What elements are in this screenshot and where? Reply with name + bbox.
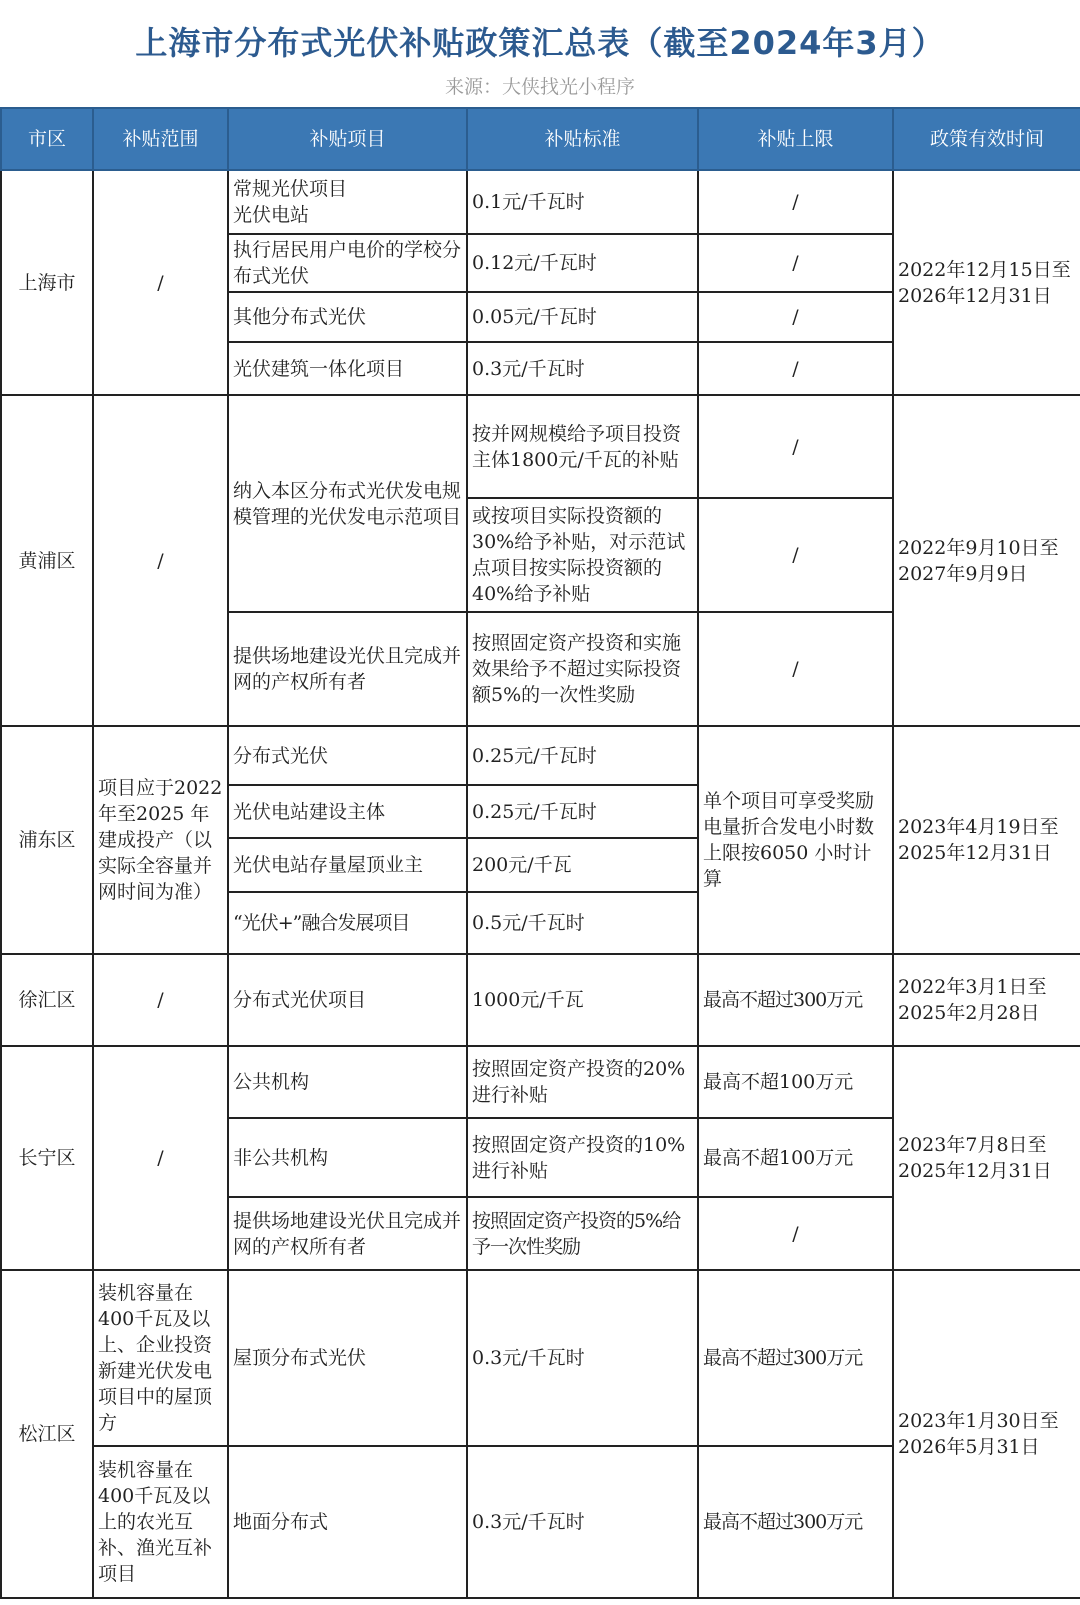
- header-standard: 补贴标准: [467, 108, 698, 170]
- period-cell: 2022年3月1日至2025年2月28日: [893, 954, 1080, 1046]
- item-cell: 提供场地建设光伏且完成并网的产权所有者: [228, 1197, 467, 1270]
- page-title: 上海市分布式光伏补贴政策汇总表（截至2024年3月）: [135, 24, 945, 62]
- district-cell: 松江区: [1, 1270, 93, 1598]
- item-cell: 执行居民用户电价的学校分布式光伏: [228, 234, 467, 292]
- standard-cell: 按并网规模给予项目投资主体1800元/千瓦的补贴: [467, 395, 698, 498]
- table-row: [1, 170, 1080, 234]
- table-row: [1, 1046, 1080, 1118]
- item-cell: 纳入本区分布式光伏发电规模管理的光伏发电示范项目: [228, 395, 467, 612]
- limit-cell: 单个项目可享受奖励电量折合发电小时数上限按6050 小时计算: [698, 726, 893, 954]
- limit-cell: /: [698, 395, 893, 498]
- limit-cell: /: [698, 1197, 893, 1270]
- period-cell: 2022年9月10日至2027年9月9日: [893, 395, 1080, 726]
- limit-cell: 最高不超过300万元: [698, 954, 893, 1046]
- district-cell: 浦东区: [1, 726, 93, 954]
- item-cell: 光伏电站建设主体: [228, 785, 467, 838]
- scope-cell: /: [93, 395, 228, 726]
- source-label: 来源：大侠找光小程序: [444, 76, 635, 98]
- item-cell: 屋顶分布式光伏: [228, 1270, 467, 1446]
- limit-cell: /: [698, 292, 893, 342]
- limit-cell: /: [698, 170, 893, 234]
- item-cell: 地面分布式: [228, 1446, 467, 1598]
- standard-cell: 1000元/千瓦: [467, 954, 698, 1046]
- item-cell: 常规光伏项目 光伏电站: [228, 170, 467, 234]
- period-cell: 2023年7月8日至2025年12月31日: [893, 1046, 1080, 1270]
- standard-cell: 0.12元/千瓦时: [467, 234, 698, 292]
- scope-cell: 装机容量在400千瓦及以上、企业投资新建光伏发电项目中的屋顶方: [93, 1270, 228, 1446]
- table-header-row: [1, 108, 1080, 170]
- table-row: [1, 726, 1080, 785]
- standard-cell: 0.05元/千瓦时: [467, 292, 698, 342]
- table-row: [1, 1270, 1080, 1446]
- header-period: 政策有效时间: [893, 108, 1080, 170]
- scope-cell: /: [93, 1046, 228, 1270]
- item-cell: 光伏电站存量屋顶业主: [228, 838, 467, 892]
- district-cell: 徐汇区: [1, 954, 93, 1046]
- standard-cell: 200元/千瓦: [467, 838, 698, 892]
- item-cell: 分布式光伏项目: [228, 954, 467, 1046]
- standard-cell: 0.3元/千瓦时: [467, 1446, 698, 1598]
- header-limit: 补贴上限: [698, 108, 893, 170]
- limit-cell: /: [698, 612, 893, 726]
- table-row: [1, 395, 1080, 498]
- standard-cell: 0.1元/千瓦时: [467, 170, 698, 234]
- item-cell: “光伏+”融合发展项目: [228, 892, 467, 954]
- limit-cell: /: [698, 342, 893, 395]
- scope-cell: 项目应于2022 年至2025 年建成投产（以实际全容量并网时间为准）: [93, 726, 228, 954]
- scope-cell: /: [93, 170, 228, 395]
- header-scope: 补贴范围: [93, 108, 228, 170]
- standard-cell: 按照固定资产投资的20%进行补贴: [467, 1046, 698, 1118]
- item-cell: 分布式光伏: [228, 726, 467, 785]
- standard-cell: 0.3元/千瓦时: [467, 1270, 698, 1446]
- standard-cell: 0.5元/千瓦时: [467, 892, 698, 954]
- standard-cell: 或按项目实际投资额的30%给予补贴，对示范试点项目按实际投资额的40%给予补贴: [467, 498, 698, 612]
- item-cell: 其他分布式光伏: [228, 292, 467, 342]
- table-row: [1, 954, 1080, 1046]
- limit-cell: /: [698, 234, 893, 292]
- scope-cell: 装机容量在400千瓦及以上的农光互补、渔光互补项目: [93, 1446, 228, 1598]
- district-cell: 黄浦区: [1, 395, 93, 726]
- header-district: 市区: [1, 108, 93, 170]
- subsidy-table: [0, 107, 1080, 1599]
- item-cell: 提供场地建设光伏且完成并网的产权所有者: [228, 612, 467, 726]
- district-cell: 长宁区: [1, 1046, 93, 1270]
- limit-cell: 最高不超100万元: [698, 1118, 893, 1197]
- header-item: 补贴项目: [228, 108, 467, 170]
- limit-cell: 最高不超100万元: [698, 1046, 893, 1118]
- item-cell: 非公共机构: [228, 1118, 467, 1197]
- limit-cell: 最高不超过300万元: [698, 1446, 893, 1598]
- standard-cell: 0.3元/千瓦时: [467, 342, 698, 395]
- district-cell: 上海市: [1, 170, 93, 395]
- scope-cell: /: [93, 954, 228, 1046]
- period-cell: 2023年4月19日至2025年12月31日: [893, 726, 1080, 954]
- item-cell: 公共机构: [228, 1046, 467, 1118]
- limit-cell: /: [698, 498, 893, 612]
- period-cell: 2023年1月30日至2026年5月31日: [893, 1270, 1080, 1598]
- standard-cell: 按照固定资产投资的10%进行补贴: [467, 1118, 698, 1197]
- standard-cell: 按照固定资产投资的5%给予一次性奖励: [467, 1197, 698, 1270]
- standard-cell: 按照固定资产投资和实施效果给予不超过实际投资额5%的一次性奖励: [467, 612, 698, 726]
- item-cell: 光伏建筑一体化项目: [228, 342, 467, 395]
- limit-cell: 最高不超过300万元: [698, 1270, 893, 1446]
- period-cell: 2022年12月15日至2026年12月31日: [893, 170, 1080, 395]
- standard-cell: 0.25元/千瓦时: [467, 785, 698, 838]
- standard-cell: 0.25元/千瓦时: [467, 726, 698, 785]
